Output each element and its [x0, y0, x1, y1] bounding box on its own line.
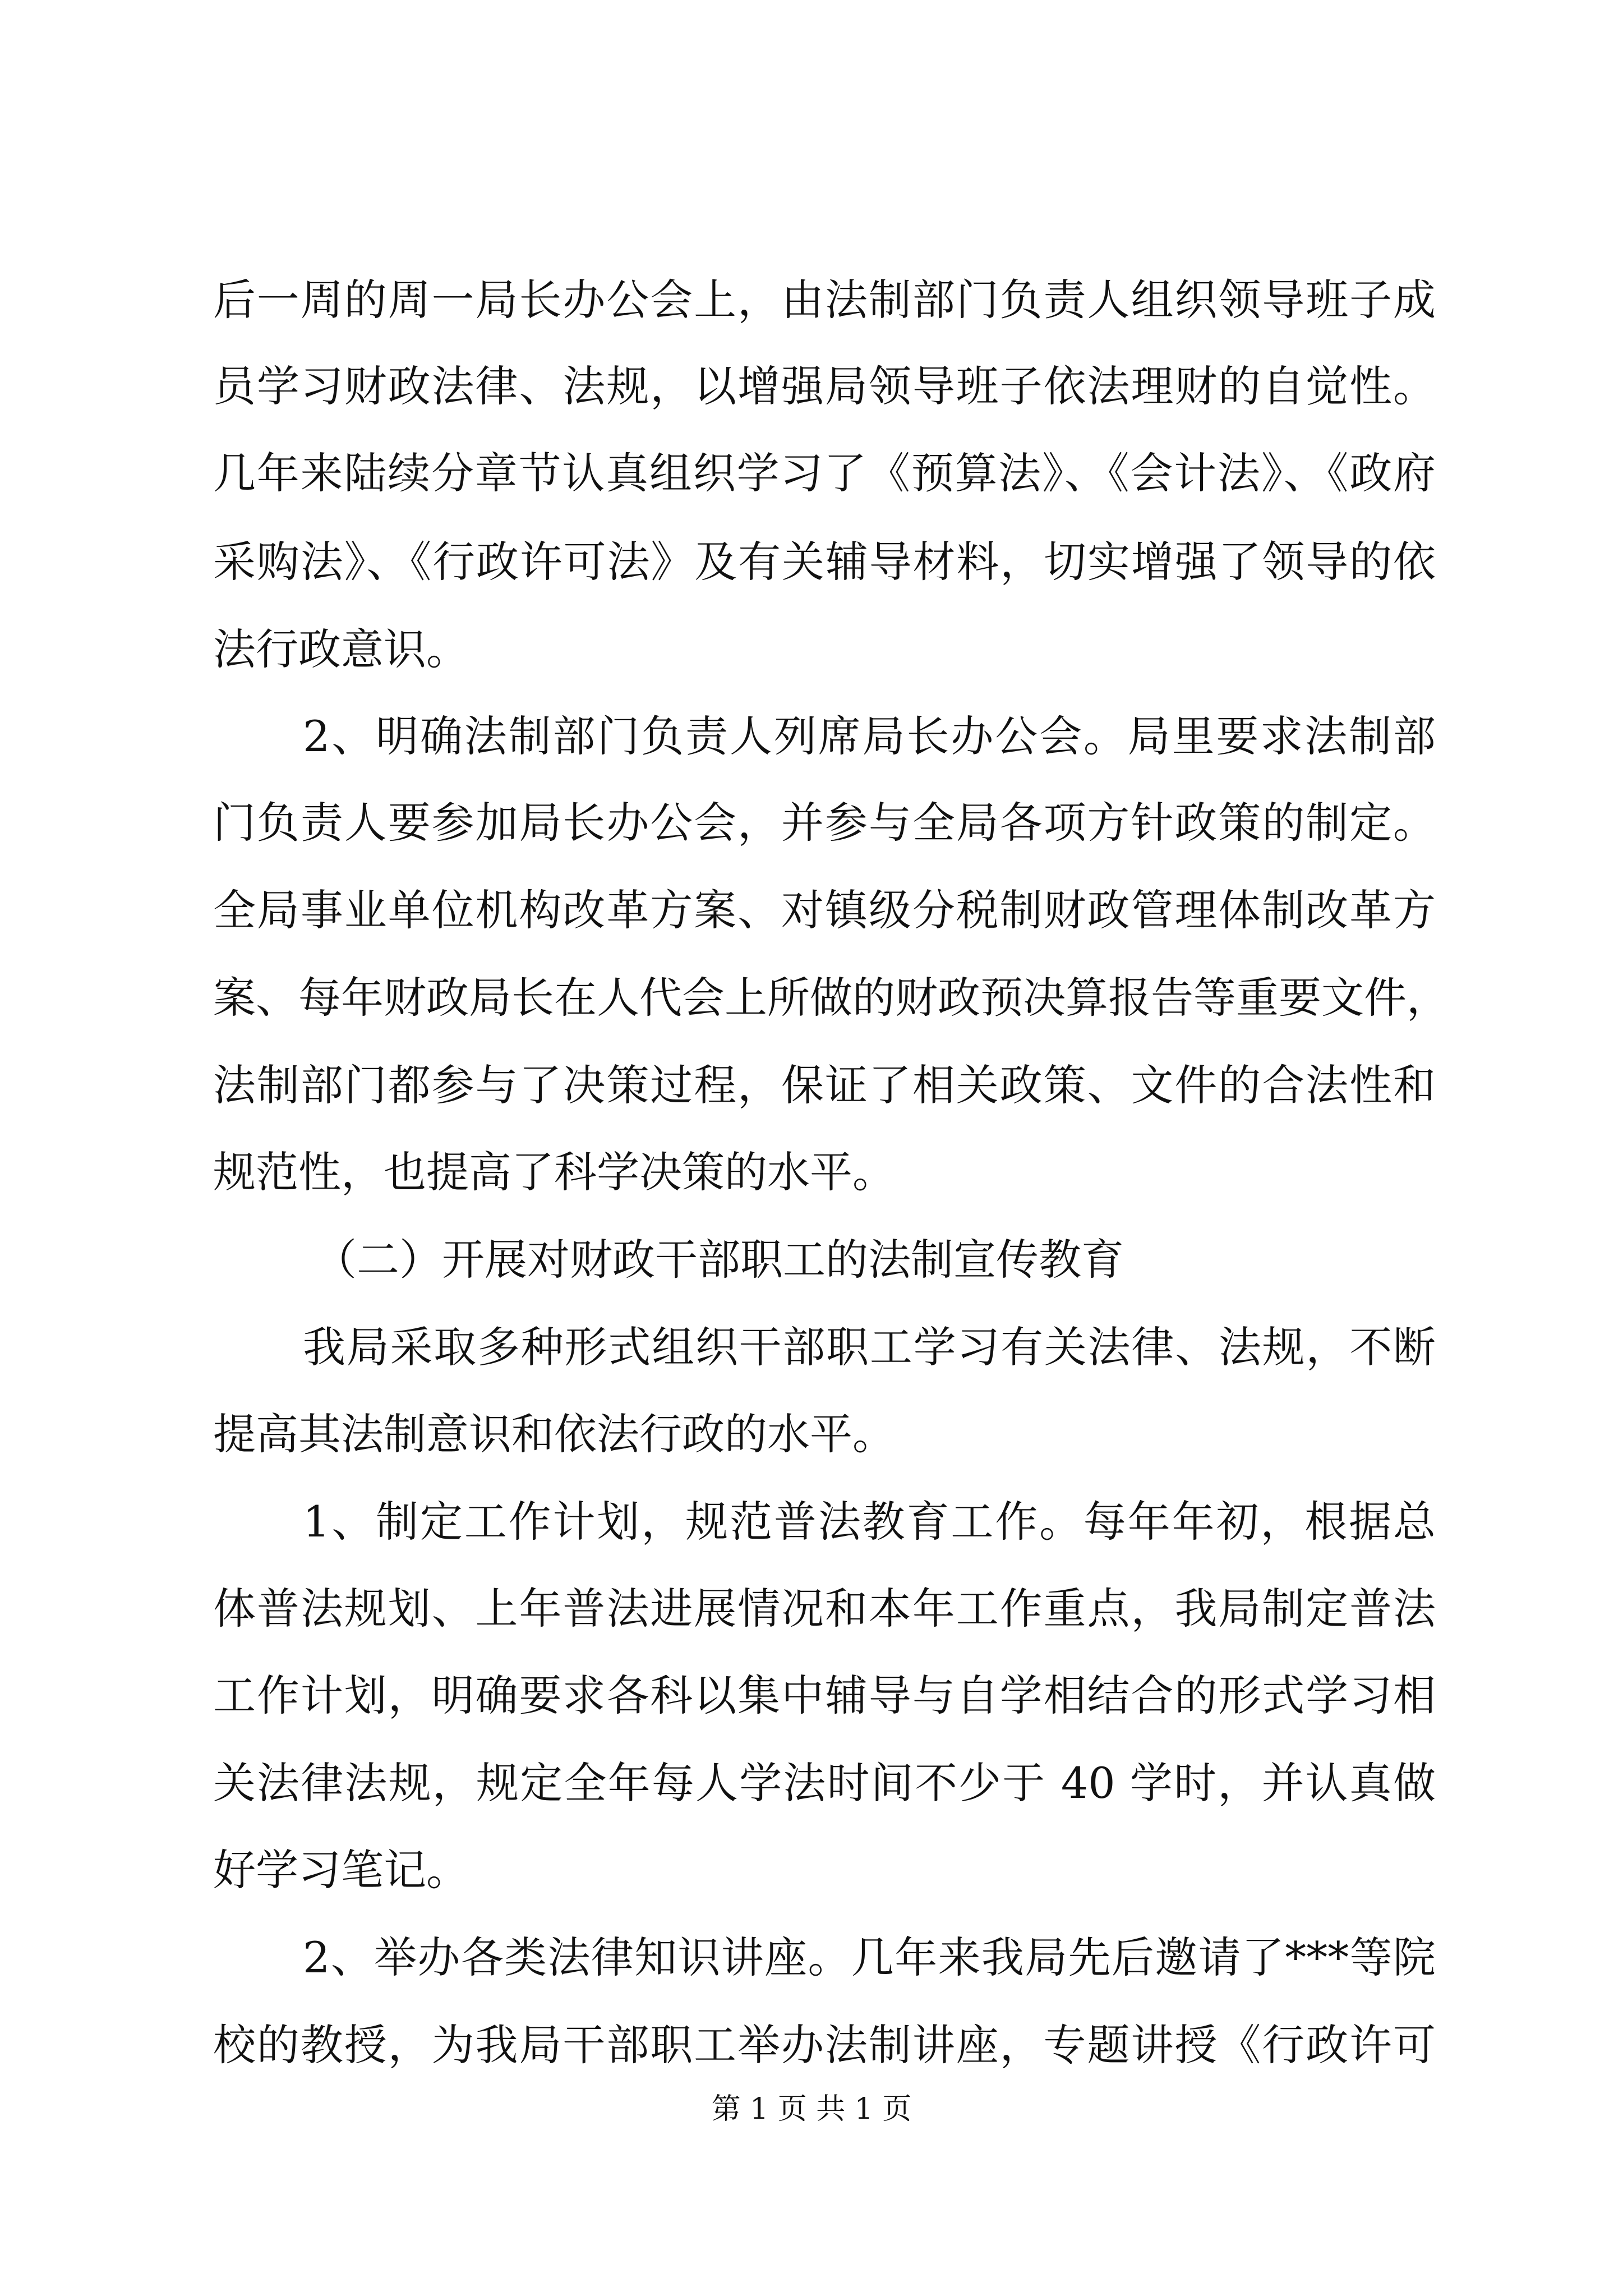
body-line: 2、明确法制部门负责人列席局长办公会。局里要求法制部 [303, 711, 1436, 761]
body-line: 法行政意识。 [213, 624, 469, 674]
body-line: 案、每年财政局长在人代会上所做的财政预决算报告等重要文件， [213, 973, 1449, 1023]
body-line: 校的教授，为我局干部职工举办法制讲座，专题讲授《行政许可 [213, 2020, 1436, 2070]
body-line: 规范性，也提高了科学决策的水平。 [213, 1147, 895, 1197]
body-line: 几年来陆续分章节认真组织学习了《预算法》、《会计法》、《政府 [213, 448, 1436, 498]
body-line: 门负责人要参加局长办公会，并参与全局各项方针政策的制定。 [213, 798, 1436, 848]
body-line: 关法律法规，规定全年每人学法时间不少于 40 学时，并认真做 [213, 1758, 1436, 1808]
body-line: 提高其法制意识和依法行政的水平。 [213, 1409, 895, 1459]
body-line: 员学习财政法律、法规，以增强局领导班子依法理财的自觉性。 [213, 361, 1436, 411]
body-line: 工作计划，明确要求各科以集中辅导与自学相结合的形式学习相 [213, 1671, 1436, 1720]
body-line: 全局事业单位机构改革方案、对镇级分税制财政管理体制改革方 [213, 885, 1436, 935]
section-heading: （二）开展对财政干部职工的法制宣传教育 [314, 1235, 1124, 1285]
body-line: 1、制定工作计划，规范普法教育工作。每年年初，根据总 [303, 1497, 1436, 1547]
body-line: 好学习笔记。 [213, 1845, 469, 1895]
body-line: 后一周的周一局长办公会上，由法制部门负责人组织领导班子成 [213, 275, 1436, 325]
body-line: 体普法规划、上年普法进展情况和本年工作重点，我局制定普法 [213, 1584, 1436, 1634]
body-line: 2、举办各类法律知识讲座。几年来我局先后邀请了***等院 [303, 1932, 1436, 1982]
body-line: 法制部门都参与了决策过程，保证了相关政策、文件的合法性和 [213, 1060, 1436, 1110]
page-footer: 第 1 页 共 1 页 [711, 2092, 912, 2126]
body-line: 我局采取多种形式组织干部职工学习有关法律、法规，不断 [303, 1322, 1436, 1372]
body-line: 采购法》、《行政许可法》及有关辅导材料，切实增强了领导的依 [213, 537, 1436, 587]
